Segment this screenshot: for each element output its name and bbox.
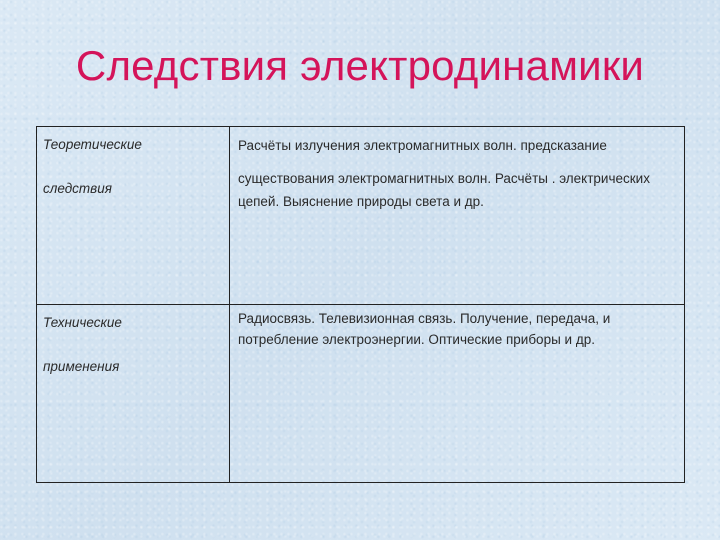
row-label-line: Теоретические [43, 137, 142, 152]
table-row [37, 305, 685, 483]
row-label-line: следствия [43, 181, 112, 196]
consequences-table-container [36, 126, 685, 482]
page-title: Следствия электродинамики [75, 42, 645, 89]
row-label-line: применения [43, 359, 120, 374]
row-label-cell [37, 127, 230, 305]
table-row [37, 127, 685, 305]
consequences-table [36, 126, 685, 483]
row-label-cell [37, 305, 230, 483]
row-description-rest: существования электромагнитных волн. Расчёты . электрических цепей. Выяснение природы света и др. [238, 171, 650, 209]
row-description-cell [230, 305, 685, 483]
row-description-first: Расчёты излучения электромагнитных волн. предсказание [238, 138, 607, 153]
row-description-cell [230, 127, 685, 305]
row-label-line: Технические [43, 315, 122, 330]
row-description-first: Радиосвязь. Телевизионная связь. Получение, передача, и потребление электроэнергии. Оптические приборы и др. [238, 311, 611, 347]
